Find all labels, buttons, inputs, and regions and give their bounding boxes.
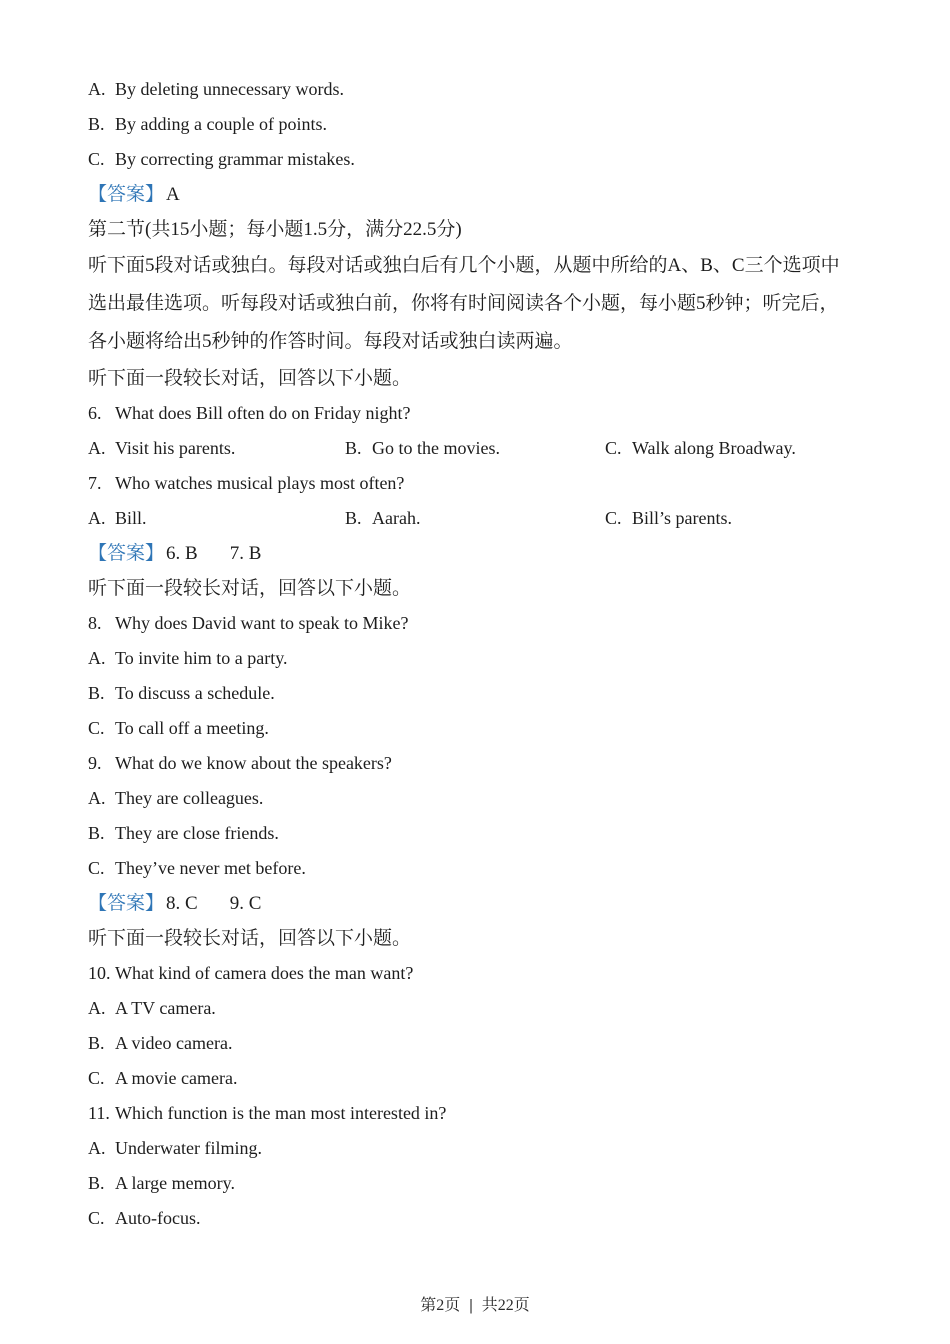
answer-value: 7. B	[229, 543, 262, 564]
question-text: Which function is the man most interested in?	[115, 1103, 447, 1123]
option-letter: B.	[88, 1173, 105, 1193]
option-text: Underwater filming.	[115, 1138, 262, 1158]
option-text: Bill.	[115, 508, 147, 528]
instruction-line-2: 选出最佳选项。听每段对话或独白前，你将有时间阅读各个小题，每小题5秒钟；听完后，	[88, 293, 839, 314]
instruction-line-1: 听下面5段对话或独白。每段对话或独白后有几个小题，从题中所给的A、B、C三个选项中	[88, 255, 840, 276]
option-letter: C.	[88, 1068, 105, 1088]
option-letter: C.	[88, 1208, 105, 1228]
q8-option-a	[88, 641, 862, 676]
answer-value: 9. C	[229, 893, 262, 914]
answer-value: 8. C	[166, 893, 198, 914]
option-letter: B.	[88, 114, 105, 134]
q10-option-a	[88, 991, 862, 1026]
question-6	[88, 396, 862, 431]
option-letter: C.	[605, 508, 622, 528]
option-letter: B.	[88, 823, 105, 843]
q9-option-b	[88, 816, 862, 851]
q6-options-row	[88, 431, 862, 466]
option-text: Walk along Broadway.	[632, 438, 796, 458]
option-text: A movie camera.	[115, 1068, 238, 1088]
question-number: 10.	[88, 963, 111, 983]
question-text: What kind of camera does the man want?	[115, 963, 414, 983]
q8-option-c	[88, 711, 862, 746]
dialogue3-intro: 听下面一段较长对话，回答以下小题。	[88, 928, 412, 949]
option-text: Auto-focus.	[115, 1208, 201, 1228]
q5-option-c	[88, 142, 862, 177]
section-heading: 第二节(共15小题；每小题1.5分，满分22.5分)	[88, 219, 462, 240]
option-text: A video camera.	[115, 1033, 233, 1053]
question-number: 8.	[88, 613, 102, 633]
option-letter: B.	[88, 683, 105, 703]
answer-value: A	[166, 184, 180, 205]
option-letter: A.	[88, 508, 106, 528]
q9-option-c	[88, 851, 862, 886]
question-11	[88, 1096, 862, 1131]
option-text: Visit his parents.	[115, 438, 236, 458]
option-text: They are close friends.	[115, 823, 279, 843]
question-text: Who watches musical plays most often?	[115, 473, 405, 493]
option-text: They are colleagues.	[115, 788, 264, 808]
option-letter: C.	[88, 718, 105, 738]
question-8	[88, 606, 862, 641]
question-text: Why does David want to speak to Mike?	[115, 613, 409, 633]
answer-line-q6-q7	[88, 536, 862, 571]
option-letter: B.	[345, 508, 362, 528]
option-text: By adding a couple of points.	[115, 114, 327, 134]
option-text: Aarah.	[372, 508, 421, 528]
footer-separator: |	[469, 1297, 473, 1314]
option-letter: B.	[88, 1033, 105, 1053]
option-letter: A.	[88, 438, 106, 458]
option-text: Bill’s parents.	[632, 508, 732, 528]
question-number: 6.	[88, 403, 102, 423]
question-7	[88, 466, 862, 501]
answer-label: 【答案】	[88, 184, 165, 205]
question-text: What does Bill often do on Friday night?	[115, 403, 411, 423]
q10-option-b	[88, 1026, 862, 1061]
option-letter: C.	[88, 149, 105, 169]
answer-value: 6. B	[166, 543, 198, 564]
question-number: 11.	[88, 1103, 110, 1123]
q9-option-a	[88, 781, 862, 816]
question-9	[88, 746, 862, 781]
page-footer	[0, 1292, 950, 1315]
option-text: By deleting unnecessary words.	[115, 79, 344, 99]
q11-option-b	[88, 1166, 862, 1201]
dialogue2-intro: 听下面一段较长对话，回答以下小题。	[88, 578, 412, 599]
question-number: 7.	[88, 473, 102, 493]
q7-option-c	[605, 501, 862, 536]
question-10	[88, 956, 862, 991]
option-letter: A.	[88, 1138, 106, 1158]
option-letter: A.	[88, 79, 106, 99]
answer-line-q8-q9	[88, 886, 862, 921]
q8-option-b	[88, 676, 862, 711]
q7-options-row	[88, 501, 862, 536]
option-text: A TV camera.	[115, 998, 216, 1018]
instruction-line-3: 各小题将给出5秒钟的作答时间。每段对话或独白读两遍。	[88, 331, 573, 352]
q11-option-a	[88, 1131, 862, 1166]
option-letter: A.	[88, 648, 106, 668]
q5-option-a	[88, 72, 862, 107]
option-letter: C.	[88, 858, 105, 878]
q7-option-a	[88, 501, 345, 536]
option-letter: C.	[605, 438, 622, 458]
option-text: By correcting grammar mistakes.	[115, 149, 355, 169]
answer-label: 【答案】	[88, 543, 165, 564]
footer-total-pages: 共22页	[481, 1297, 530, 1314]
option-letter: A.	[88, 998, 106, 1018]
option-text: They’ve never met before.	[115, 858, 306, 878]
question-text: What do we know about the speakers?	[115, 753, 392, 773]
option-text: A large memory.	[115, 1173, 235, 1193]
q5-option-b	[88, 107, 862, 142]
question-number: 9.	[88, 753, 102, 773]
footer-page-number: 第2页	[420, 1297, 461, 1314]
option-letter: B.	[345, 438, 362, 458]
answer-label: 【答案】	[88, 893, 165, 914]
option-letter: A.	[88, 788, 106, 808]
option-text: To invite him to a party.	[115, 648, 288, 668]
q6-option-c	[605, 431, 862, 466]
q7-option-b	[345, 501, 605, 536]
option-text: Go to the movies.	[372, 438, 500, 458]
q11-option-c	[88, 1201, 862, 1236]
answer-line-q5	[88, 177, 862, 212]
option-text: To call off a meeting.	[115, 718, 269, 738]
q6-option-b	[345, 431, 605, 466]
dialogue1-intro: 听下面一段较长对话，回答以下小题。	[88, 368, 412, 389]
option-text: To discuss a schedule.	[115, 683, 275, 703]
q10-option-c	[88, 1061, 862, 1096]
q6-option-a	[88, 431, 345, 466]
